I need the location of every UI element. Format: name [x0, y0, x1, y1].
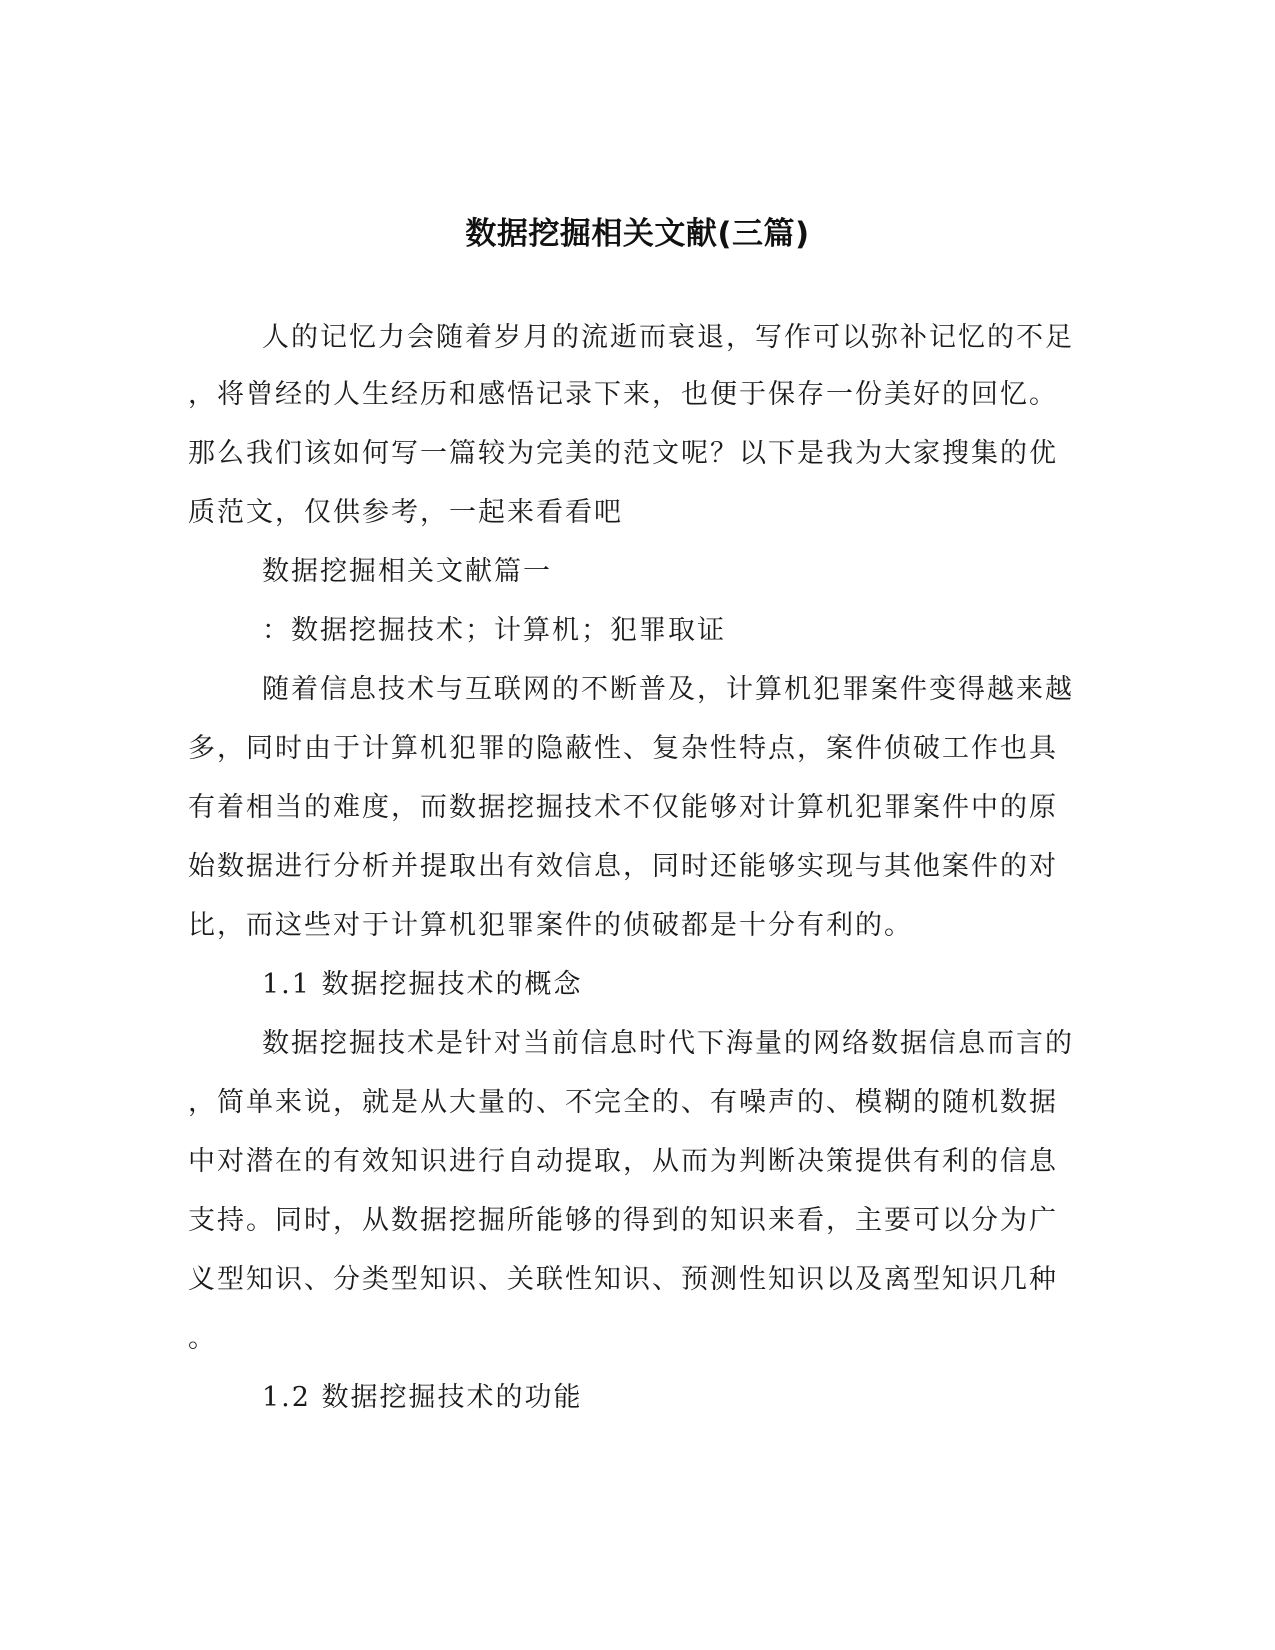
paragraph-line: 人的记忆力会随着岁月的流逝而衰退，写作可以弥补记忆的不足: [262, 322, 1074, 353]
document-title: 数据挖掘相关文献(三篇): [465, 216, 810, 252]
paragraph-line: 。: [188, 1323, 217, 1354]
keywords-line: ：数据挖掘技术；计算机；犯罪取证: [262, 615, 726, 646]
paragraph-line: 义型知识、分类型知识、关联性知识、预测性知识以及离型知识几种: [188, 1264, 1058, 1295]
paragraph-line: ，简单来说，就是从大量的、不完全的、有噪声的、模糊的随机数据: [188, 1087, 1058, 1118]
paragraph-line: 随着信息技术与互联网的不断普及，计算机犯罪案件变得越来越: [262, 674, 1074, 705]
paragraph-line: 支持。同时，从数据挖掘所能够的得到的知识来看，主要可以分为广: [188, 1205, 1058, 1236]
subsection-heading: 1.1 数据挖掘技术的概念: [262, 969, 583, 1000]
paragraph-line: 有着相当的难度，而数据挖掘技术不仅能够对计算机犯罪案件中的原: [188, 792, 1058, 823]
paragraph-line: 多，同时由于计算机犯罪的隐蔽性、复杂性特点，案件侦破工作也具: [188, 733, 1058, 764]
paragraph-line: ，将曾经的人生经历和感悟记录下来，也便于保存一份美好的回忆。: [188, 379, 1058, 410]
subsection-heading: 1.2 数据挖掘技术的功能: [262, 1382, 583, 1413]
paragraph-line: 比，而这些对于计算机犯罪案件的侦破都是十分有利的。: [188, 910, 913, 941]
paragraph-line: 质范文，仅供参考，一起来看看吧: [188, 497, 623, 528]
section-heading: 数据挖掘相关文献篇一: [262, 556, 552, 587]
paragraph-line: 中对潜在的有效知识进行自动提取，从而为判断决策提供有利的信息: [188, 1146, 1058, 1177]
paragraph-line: 那么我们该如何写一篇较为完美的范文呢？以下是我为大家搜集的优: [188, 438, 1058, 469]
paragraph-line: 始数据进行分析并提取出有效信息，同时还能够实现与其他案件的对: [188, 851, 1058, 882]
paragraph-line: 数据挖掘技术是针对当前信息时代下海量的网络数据信息而言的: [262, 1028, 1074, 1059]
